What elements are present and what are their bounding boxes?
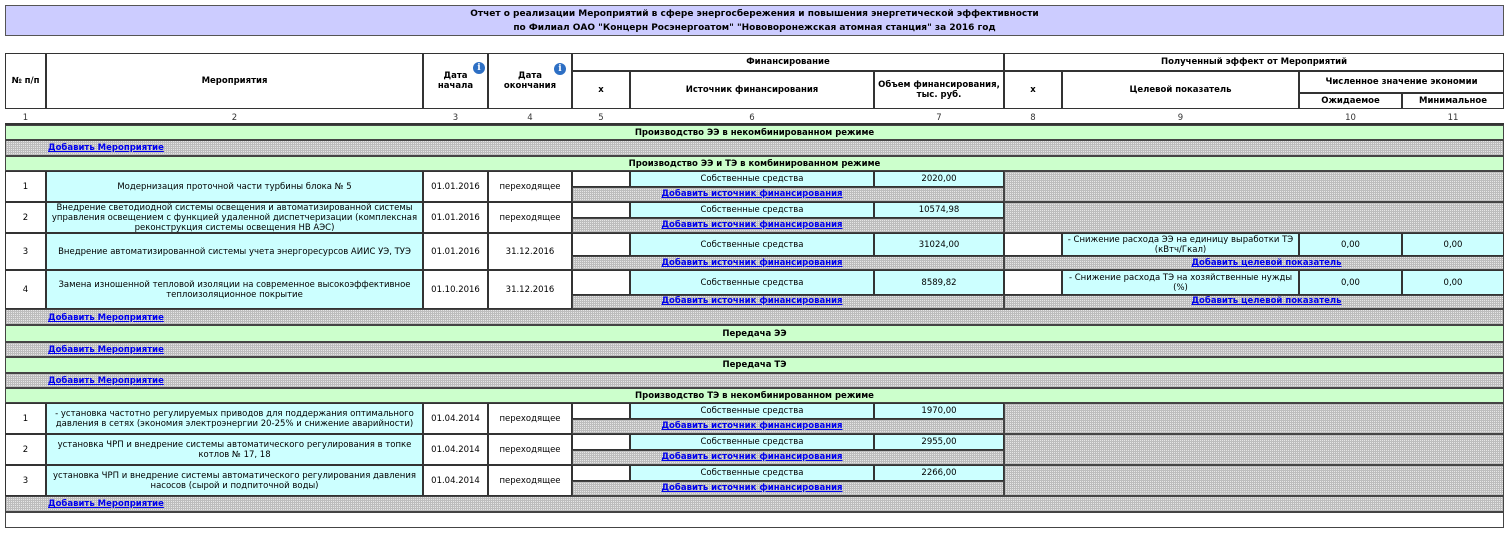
info-icon-end[interactable]: i: [554, 63, 566, 75]
group-header: Производство ЭЭ и ТЭ в комбинированном режиме: [5, 156, 1504, 171]
report-title-line1: Отчет о реализации Мероприятий в сфере энергосбережения и повышения энергетической эффективности: [470, 9, 1039, 19]
x-cell[interactable]: [572, 270, 630, 295]
target-cell[interactable]: - Снижение расхода ЭЭ на единицу выработки ТЭ (кВтч/Гкал): [1062, 233, 1299, 256]
volume-cell[interactable]: 31024,00: [874, 233, 1004, 256]
add-source-link[interactable]: Добавить источник финансирования: [661, 189, 843, 199]
end-date: переходящее: [488, 465, 572, 496]
col-economy-header: Численное значение экономии: [1299, 71, 1504, 93]
report-title-line2: по Филиал ОАО "Концерн Росэнергоатом" "Нововоронежская атомная станция" за 2016 год: [513, 23, 996, 33]
add-source-link[interactable]: Добавить источник финансирования: [661, 296, 843, 306]
col-financing-header: Финансирование: [572, 53, 1004, 71]
minimal-cell[interactable]: 0,00: [1402, 270, 1504, 295]
source-cell[interactable]: Собственные средства: [630, 270, 874, 295]
col-minimal-header: Минимальное: [1402, 93, 1504, 109]
row-num: 1: [5, 403, 46, 434]
source-cell[interactable]: Собственные средства: [630, 465, 874, 481]
end-date: переходящее: [488, 434, 572, 465]
group-header: Производство ЭЭ в некомбинированном режиме: [5, 125, 1504, 140]
start-date: 01.01.2016: [423, 202, 488, 233]
col-x2-header: x: [1004, 71, 1062, 109]
start-date: 01.04.2014: [423, 403, 488, 434]
source-cell[interactable]: Собственные средства: [630, 233, 874, 256]
add-row: [5, 496, 1504, 512]
col-x1-header: x: [572, 71, 630, 109]
start-date: 01.04.2014: [423, 465, 488, 496]
x-cell[interactable]: [1004, 233, 1062, 256]
row-num: 2: [5, 202, 46, 233]
group-header: Производство ТЭ в некомбинированном режиме: [5, 388, 1504, 403]
col-expected-header: Ожидаемое: [1299, 93, 1402, 109]
add-event-link[interactable]: Добавить Мероприятие: [48, 499, 164, 509]
col-number: 8: [1030, 113, 1036, 123]
add-row: [5, 342, 1504, 357]
col-end-header: [488, 53, 572, 109]
add-row: [5, 309, 1504, 325]
source-cell[interactable]: Собственные средства: [630, 171, 874, 187]
volume-cell[interactable]: 10574,98: [874, 202, 1004, 218]
end-date: 31.12.2016: [488, 270, 572, 309]
effect-empty: [1004, 465, 1504, 496]
col-effect-header: Полученный эффект от Мероприятий: [1004, 53, 1504, 71]
end-date: 31.12.2016: [488, 233, 572, 270]
group-header: Передача ТЭ: [5, 357, 1504, 373]
col-num-header: № п/п: [5, 53, 46, 109]
col-source-header: Источник финансирования: [630, 71, 874, 109]
row-num: 1: [5, 171, 46, 202]
report-title: [5, 5, 1504, 36]
effect-empty: [1004, 171, 1504, 202]
start-date: 01.01.2016: [423, 171, 488, 202]
col-number: 6: [749, 113, 755, 123]
add-event-link[interactable]: Добавить Мероприятие: [48, 376, 164, 386]
col-number: 9: [1177, 113, 1184, 123]
volume-cell[interactable]: 1970,00: [874, 403, 1004, 419]
col-start-label: Дата начала: [437, 71, 474, 91]
col-target-header: Целевой показатель: [1062, 71, 1299, 109]
add-event-link[interactable]: Добавить Мероприятие: [48, 143, 164, 153]
x-cell[interactable]: [572, 403, 630, 419]
start-date: 01.04.2014: [423, 434, 488, 465]
x-cell[interactable]: [572, 171, 630, 187]
source-cell[interactable]: Собственные средства: [630, 202, 874, 218]
row-num: 3: [5, 465, 46, 496]
event-name: установка ЧРП и внедрение системы автоматического регулирования давления насосов (сырой и подпиточной воды): [46, 465, 423, 496]
source-cell[interactable]: Собственные средства: [630, 434, 874, 450]
x-cell[interactable]: [572, 465, 630, 481]
add-source-link[interactable]: Добавить источник финансирования: [661, 452, 843, 462]
add-source-link[interactable]: Добавить источник финансирования: [661, 258, 843, 268]
add-source-link[interactable]: Добавить источник финансирования: [661, 483, 843, 493]
source-cell[interactable]: Собственные средства: [630, 403, 874, 419]
minimal-cell[interactable]: 0,00: [1402, 233, 1504, 256]
x-cell[interactable]: [1004, 270, 1062, 295]
x-cell[interactable]: [572, 202, 630, 218]
col-number: 10: [1345, 113, 1356, 123]
event-name: Внедрение светодиодной системы освещения и автоматизированной системы управления освещением с функцией удаленной диспетчеризации (комплексная реконструкция системы освещения НВ АЭС): [46, 202, 423, 233]
col-number: 2: [231, 113, 238, 123]
volume-cell[interactable]: 2955,00: [874, 434, 1004, 450]
start-date: 01.01.2016: [423, 233, 488, 270]
table-footer: [5, 512, 1504, 528]
col-volume-header: Объем финансирования, тыс. руб.: [874, 71, 1004, 109]
add-source-link[interactable]: Добавить источник финансирования: [661, 220, 843, 230]
target-cell[interactable]: - Снижение расхода ТЭ на хозяйственные нужды (%): [1062, 270, 1299, 295]
end-date: переходящее: [488, 202, 572, 233]
col-number: 5: [598, 113, 604, 123]
end-date: переходящее: [488, 171, 572, 202]
event-name: Внедрение автоматизированной системы учета энергоресурсов АИИС УЭ, ТУЭ: [46, 233, 423, 270]
volume-cell[interactable]: 2020,00: [874, 171, 1004, 187]
x-cell[interactable]: [572, 233, 630, 256]
row-num: 4: [5, 270, 46, 309]
expected-cell[interactable]: 0,00: [1299, 233, 1402, 256]
add-source-link[interactable]: Добавить источник финансирования: [661, 421, 843, 431]
add-row: [5, 140, 1504, 156]
group-header: Передача ЭЭ: [5, 325, 1504, 342]
col-event-header: Мероприятия: [46, 53, 423, 109]
x-cell[interactable]: [572, 434, 630, 450]
add-event-link[interactable]: Добавить Мероприятие: [48, 313, 164, 323]
add-target-link[interactable]: Добавить целевой показатель: [1191, 258, 1342, 268]
volume-cell[interactable]: 2266,00: [874, 465, 1004, 481]
row-num: 3: [5, 233, 46, 270]
volume-cell[interactable]: 8589,82: [874, 270, 1004, 295]
effect-empty: [1004, 202, 1504, 233]
add-target-link[interactable]: Добавить целевой показатель: [1191, 296, 1342, 306]
col-number: 1: [22, 113, 29, 123]
col-number: 11: [1447, 113, 1459, 123]
col-number: 7: [936, 113, 942, 123]
end-date: переходящее: [488, 403, 572, 434]
col-end-label: Дата окончания: [503, 71, 557, 91]
effect-empty: [1004, 434, 1504, 465]
info-icon-start[interactable]: i: [473, 62, 485, 74]
event-name: установка ЧРП и внедрение системы автоматического регулирования в топке котлов № 17, 18: [46, 434, 423, 465]
col-number: 4: [527, 113, 533, 123]
event-name: - установка частотно регулируемых приводов для поддержания оптимального давления в сетях (экономия электроэнергии 20-25% и снижение аварийности): [46, 403, 423, 434]
add-event-link[interactable]: Добавить Мероприятие: [48, 345, 164, 355]
expected-cell[interactable]: 0,00: [1299, 270, 1402, 295]
event-name: Замена изношенной тепловой изоляции на современное высокоэффективное теплоизоляционное покрытие: [46, 270, 423, 309]
add-row: [5, 373, 1504, 388]
col-number: 3: [452, 113, 459, 123]
event-name: Модернизация проточной части турбины блока № 5: [46, 171, 423, 202]
start-date: 01.10.2016: [423, 270, 488, 309]
row-num: 2: [5, 434, 46, 465]
effect-empty: [1004, 403, 1504, 434]
